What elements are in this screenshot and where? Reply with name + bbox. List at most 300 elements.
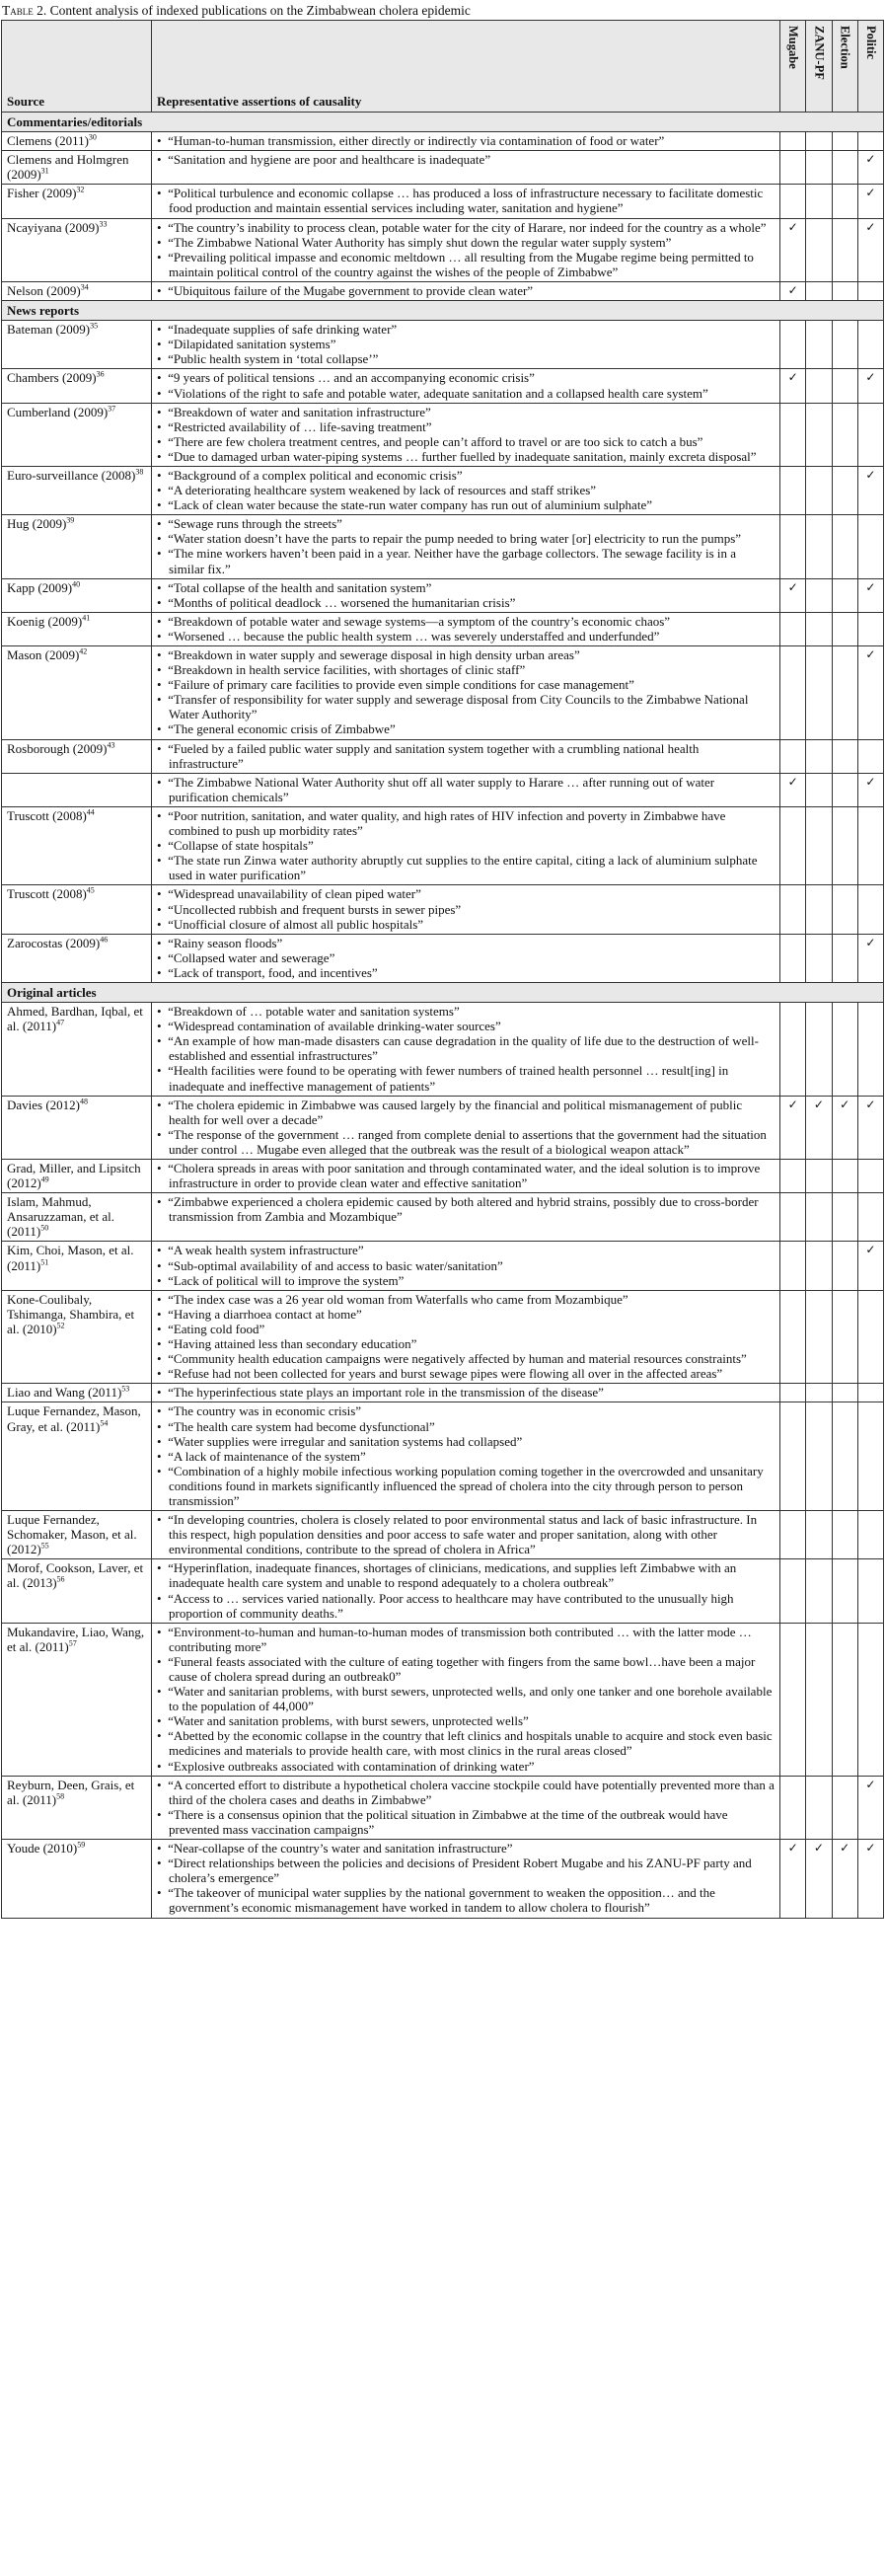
check-cell-mugabe	[780, 885, 806, 934]
table-row	[2, 1096, 884, 1159]
assertion-quote: • “Breakdown of water and sanitation infrastructure”	[157, 405, 775, 419]
source-cell	[2, 1559, 152, 1623]
reference-number: 55	[40, 1541, 49, 1551]
assertion-quote: • “In developing countries, cholera is closely related to poor environmental status and lack of basic infrastructure. In this respect, high population densities and poor access to safe water and proper sanitation, along with other environmental conditions, contribute to the spread of cholera in Africa”	[157, 1512, 775, 1556]
assertion-quote: • “The Zimbabwe National Water Authority has simply shut down the regular water supply system”	[157, 235, 775, 250]
assertion-quote: • “The Zimbabwe National Water Authority shut off all water supply to Harare … after running out of water purification chemicals”	[157, 775, 775, 804]
table-row	[2, 1623, 884, 1776]
assertion-quote: • “The mine workers haven’t been paid in a year. Neither have the garbage collectors. The sewage facility is in a similar fix.”	[157, 546, 775, 575]
assertions-cell	[152, 1840, 780, 1918]
check-cell-mugabe	[780, 806, 806, 884]
source-cell	[2, 1242, 152, 1290]
check-cell-election	[832, 321, 857, 369]
source-name: Nelson (2009)	[7, 282, 81, 298]
assertion-quote: • “Combination of a highly mobile infectious working population coming together in the overcrowded and unsanitary conditions found in markets significantly influenced the spread of cholera into the city through person to person transmission”	[157, 1464, 775, 1508]
assertion-quote: • “Breakdown of … potable water and sanitation systems”	[157, 1004, 775, 1019]
source-cell	[2, 612, 152, 645]
assertions-cell	[152, 403, 780, 466]
assertions-cell	[152, 151, 780, 185]
check-cell-mugabe	[780, 612, 806, 645]
assertion-quote: • “Water station doesn’t have the parts to repair the pump needed to bring water [or] electricity to run the pumps”	[157, 531, 775, 546]
check-cell-mugabe	[780, 934, 806, 982]
reference-number: 54	[100, 1418, 109, 1428]
caption-label: Table 2.	[2, 3, 47, 18]
source-name: Cumberland (2009)	[7, 404, 109, 419]
assertions-cell	[152, 132, 780, 151]
table-row	[2, 218, 884, 281]
table-row	[2, 515, 884, 578]
check-cell-zanu-pf	[806, 1559, 832, 1623]
assertion-quote: • “Widespread unavailability of clean piped water”	[157, 886, 775, 901]
check-cell-zanu-pf	[806, 646, 832, 740]
check-cell-zanu-pf	[806, 934, 832, 982]
check-cell-election	[832, 1160, 857, 1193]
check-cell-zanu-pf	[806, 218, 832, 281]
assertion-quote: • “Total collapse of the health and sanitation system”	[157, 580, 775, 595]
check-cell-mugabe	[780, 1623, 806, 1776]
check-cell-politic	[857, 1160, 883, 1193]
assertion-quote: • “Inadequate supplies of safe drinking water”	[157, 322, 775, 337]
assertion-quote: • “Breakdown of potable water and sewage systems—a symptom of the country’s economic chaos”	[157, 614, 775, 629]
assertion-quote: • “Environment-to-human and human-to-human modes of transmission both contributed … with the latter mode … contributing more”	[157, 1625, 775, 1654]
table-row	[2, 1402, 884, 1511]
checkmark-icon: ✓	[840, 1841, 850, 1856]
check-cell-mugabe	[780, 403, 806, 466]
check-cell-zanu-pf	[806, 369, 832, 403]
header-zanu-pf-label: ZANU-PF	[812, 26, 827, 80]
check-cell-zanu-pf	[806, 1840, 832, 1918]
source-cell	[2, 1511, 152, 1559]
source-name: Truscott (2008)	[7, 807, 87, 823]
table-row	[2, 466, 884, 514]
source-cell	[2, 885, 152, 934]
check-cell-politic	[857, 1096, 883, 1159]
check-cell-mugabe	[780, 515, 806, 578]
checkmark-icon: ✓	[787, 219, 798, 234]
assertion-quote: • “Sub-optimal availability of and access to basic water/sanitation”	[157, 1258, 775, 1273]
check-cell-mugabe	[780, 1003, 806, 1097]
header-row	[2, 21, 884, 113]
assertion-quote: • “Near-collapse of the country’s water and sanitation infrastructure”	[157, 1841, 775, 1856]
checkmark-icon: ✓	[787, 1097, 798, 1111]
reference-number: 51	[40, 1257, 49, 1267]
source-name: Mukandavire, Liao, Wang, et al. (2011)	[7, 1624, 145, 1654]
section-title: Commentaries/editorials	[2, 113, 884, 132]
assertions-cell	[152, 612, 780, 645]
check-cell-zanu-pf	[806, 1384, 832, 1402]
table-row	[2, 403, 884, 466]
assertion-quote: • “Eating cold food”	[157, 1322, 775, 1336]
assertion-quote: • “Explosive outbreaks associated with contamination of drinking water”	[157, 1759, 775, 1774]
reference-number: 48	[80, 1097, 89, 1106]
check-cell-mugabe	[780, 1193, 806, 1242]
checkmark-icon: ✓	[865, 774, 876, 789]
header-mugabe	[780, 21, 806, 113]
assertion-quote: • “The response of the government … ranged from complete denial to assertions that the government had the situation under control … Mugabe even alleged that the outbreak was the result of a biological weapon attack”	[157, 1127, 775, 1157]
check-cell-election	[832, 1402, 857, 1511]
check-cell-politic	[857, 1402, 883, 1511]
reference-number: 31	[40, 166, 49, 176]
source-name: Reyburn, Deen, Grais, et al. (2011)	[7, 1777, 135, 1807]
assertion-quote: • “Restricted availability of … life-saving treatment”	[157, 419, 775, 434]
assertion-quote: • “9 years of political tensions … and an accompanying economic crisis”	[157, 370, 775, 385]
reference-number: 53	[121, 1384, 130, 1394]
check-cell-politic	[857, 1290, 883, 1384]
table-row	[2, 1242, 884, 1290]
reference-number: 45	[86, 886, 95, 896]
check-cell-zanu-pf	[806, 1511, 832, 1559]
check-cell-election	[832, 151, 857, 185]
check-cell-politic	[857, 1511, 883, 1559]
source-cell	[2, 321, 152, 369]
assertion-quote: • “Failure of primary care facilities to provide even simple conditions for case management”	[157, 677, 775, 692]
check-cell-politic	[857, 934, 883, 982]
checkmark-icon: ✓	[865, 1097, 876, 1111]
source-cell	[2, 1402, 152, 1511]
check-cell-zanu-pf	[806, 185, 832, 218]
table-row	[2, 1511, 884, 1559]
check-cell-politic	[857, 612, 883, 645]
assertions-cell	[152, 1160, 780, 1193]
reference-number: 34	[80, 282, 89, 292]
checkmark-icon: ✓	[865, 467, 876, 482]
source-name: Kone-Coulibaly, Tshimanga, Shambira, et al. (2010)	[7, 1291, 135, 1336]
assertions-cell	[152, 885, 780, 934]
assertion-quote: • “Collapse of state hospitals”	[157, 838, 775, 853]
assertion-quote: • “Having a diarrhoea contact at home”	[157, 1307, 775, 1322]
check-cell-zanu-pf	[806, 515, 832, 578]
table-row	[2, 151, 884, 185]
assertion-quote: • “Water and sanitarian problems, with burst sewers, unprotected wells, and only one tanker and one borehole available to the population of 44,000”	[157, 1684, 775, 1713]
section-header-row	[2, 301, 884, 321]
source-name: Kim, Choi, Mason, et al. (2011)	[7, 1243, 134, 1273]
assertion-quote: • “Abetted by the economic collapse in the country that left clinics and hospitals unable to acquire and stock even basic medicines and materials to provide health care, with most clinics in the rural areas closed”	[157, 1728, 775, 1758]
assertion-quote: • “Uncollected rubbish and frequent bursts in sewer pipes”	[157, 902, 775, 917]
checkmark-icon: ✓	[865, 370, 876, 385]
source-cell	[2, 515, 152, 578]
assertion-quote: • “An example of how man-made disasters can cause degradation in the quality of life due to the destruction of well-established and essential infrastructures”	[157, 1033, 775, 1063]
reference-number: 49	[40, 1174, 49, 1184]
assertion-quote: • “Poor nutrition, sanitation, and water quality, and high rates of HIV infection and poverty in Zimbabwe have combined to push up morbidity rates”	[157, 808, 775, 838]
source-name: Ncayiyana (2009)	[7, 219, 100, 235]
check-cell-politic	[857, 1003, 883, 1097]
assertion-quote: • “The general economic crisis of Zimbabwe”	[157, 721, 775, 736]
assertions-cell	[152, 218, 780, 281]
checkmark-icon: ✓	[787, 774, 798, 789]
assertions-cell	[152, 281, 780, 300]
table-row	[2, 321, 884, 369]
checkmark-icon: ✓	[813, 1097, 824, 1111]
table-caption	[0, 0, 886, 20]
check-cell-election	[832, 885, 857, 934]
check-cell-mugabe	[780, 1242, 806, 1290]
checkmark-icon: ✓	[865, 935, 876, 949]
checkmark-icon: ✓	[865, 1243, 876, 1257]
source-name: Kapp (2009)	[7, 579, 73, 595]
reference-number: 32	[76, 186, 85, 195]
check-cell-election	[832, 1290, 857, 1384]
assertions-cell	[152, 578, 780, 612]
check-cell-zanu-pf	[806, 773, 832, 806]
assertion-quote: • “The index case was a 26 year old woman from Waterfalls who came from Mozambique”	[157, 1292, 775, 1307]
assertion-quote: • “Refuse had not been collected for years and burst sewage pipes were flowing all over in the affected areas”	[157, 1366, 775, 1381]
source-cell	[2, 281, 152, 300]
header-politic	[857, 21, 883, 113]
assertion-quote: • “Rainy season floods”	[157, 936, 775, 950]
source-name: Rosborough (2009)	[7, 740, 108, 756]
check-cell-election	[832, 1384, 857, 1402]
reference-number: 47	[56, 1018, 65, 1027]
assertion-quote: • “Political turbulence and economic collapse … has produced a loss of infrastructure necessary to facilitate domestic food production and maintain essential services including water, sanitation and hygiene”	[157, 186, 775, 215]
assertions-cell	[152, 1193, 780, 1242]
assertions-cell	[152, 934, 780, 982]
source-name: Islam, Mahmud, Ansaruzzaman, et al. (2011)	[7, 1194, 115, 1240]
check-cell-election	[832, 281, 857, 300]
header-election-label: Election	[838, 26, 852, 69]
assertion-quote: • “Cholera spreads in areas with poor sanitation and through contaminated water, and the ideal solution is to improve infrastructure in order to provide clean water and effective sanitation”	[157, 1161, 775, 1190]
assertion-quote: • “The country’s inability to process clean, potable water for the city of Harare, nor indeed for the country as a whole”	[157, 220, 775, 235]
check-cell-politic	[857, 403, 883, 466]
checkmark-icon: ✓	[865, 1777, 876, 1791]
check-cell-zanu-pf	[806, 1003, 832, 1097]
check-cell-politic	[857, 1840, 883, 1918]
check-cell-election	[832, 612, 857, 645]
table-row	[2, 739, 884, 773]
reference-number: 52	[56, 1321, 65, 1330]
check-cell-mugabe	[780, 1160, 806, 1193]
assertions-cell	[152, 773, 780, 806]
check-cell-politic	[857, 739, 883, 773]
check-cell-election	[832, 1511, 857, 1559]
assertion-quote: • “Fueled by a failed public water supply and sanitation system together with a crumbling national health infrastructure”	[157, 741, 775, 771]
checkmark-icon: ✓	[840, 1097, 850, 1111]
checkmark-icon: ✓	[865, 579, 876, 594]
checkmark-icon: ✓	[865, 647, 876, 661]
check-cell-zanu-pf	[806, 1193, 832, 1242]
assertion-quote: • “Having attained less than secondary education”	[157, 1336, 775, 1351]
check-cell-election	[832, 466, 857, 514]
assertion-quote: • “Ubiquitous failure of the Mugabe government to provide clean water”	[157, 283, 775, 298]
check-cell-mugabe	[780, 578, 806, 612]
source-name: Bateman (2009)	[7, 322, 91, 338]
source-cell	[2, 369, 152, 403]
assertions-cell	[152, 646, 780, 740]
table-row	[2, 934, 884, 982]
assertion-quote: • “A deteriorating healthcare system weakened by lack of resources and staff strikes”	[157, 483, 775, 497]
assertion-quote: • “Water supplies were irregular and sanitation systems had collapsed”	[157, 1434, 775, 1449]
table-row	[2, 281, 884, 300]
assertion-quote: • “Due to damaged urban water-piping systems … further fuelled by inadequate sanitation, mainly excreta disposal”	[157, 449, 775, 464]
check-cell-zanu-pf	[806, 1776, 832, 1839]
reference-number: 44	[86, 807, 95, 817]
assertions-cell	[152, 1384, 780, 1402]
check-cell-mugabe	[780, 1096, 806, 1159]
checkmark-icon: ✓	[865, 219, 876, 234]
source-cell	[2, 806, 152, 884]
assertions-cell	[152, 1776, 780, 1839]
check-cell-mugabe	[780, 185, 806, 218]
table-row	[2, 1160, 884, 1193]
section-title: News reports	[2, 301, 884, 321]
check-cell-election	[832, 218, 857, 281]
assertion-quote: • “Public health system in ‘total collapse’”	[157, 351, 775, 366]
assertions-cell	[152, 1402, 780, 1511]
assertion-quote: • “Breakdown in health service facilities, with shortages of clinic staff”	[157, 662, 775, 677]
reference-number: 35	[90, 321, 99, 331]
check-cell-mugabe	[780, 1402, 806, 1511]
assertion-quote: • “Unofficial closure of almost all public hospitals”	[157, 917, 775, 932]
source-cell	[2, 218, 152, 281]
assertion-quote: • “Direct relationships between the policies and decisions of President Robert Mugabe and his ZANU-PF party and cholera’s emergence”	[157, 1856, 775, 1885]
check-cell-mugabe	[780, 773, 806, 806]
assertions-cell	[152, 369, 780, 403]
check-cell-mugabe	[780, 1776, 806, 1839]
section-title: Original articles	[2, 982, 884, 1002]
check-cell-mugabe	[780, 1559, 806, 1623]
source-cell	[2, 934, 152, 982]
reference-number: 40	[72, 579, 81, 589]
check-cell-zanu-pf	[806, 612, 832, 645]
assertion-quote: • “Funeral feasts associated with the culture of eating together with fingers from the same bowl…have been a major cause of cholera spread during an outbreak0”	[157, 1654, 775, 1684]
check-cell-politic	[857, 185, 883, 218]
check-cell-election	[832, 646, 857, 740]
table-row	[2, 612, 884, 645]
check-cell-zanu-pf	[806, 466, 832, 514]
assertions-cell	[152, 1242, 780, 1290]
assertions-cell	[152, 806, 780, 884]
source-name: Koenig (2009)	[7, 613, 83, 629]
check-cell-zanu-pf	[806, 1623, 832, 1776]
check-cell-mugabe	[780, 281, 806, 300]
assertion-quote: • “The hyperinfectious state plays an important role in the transmission of the disease”	[157, 1385, 775, 1400]
assertions-cell	[152, 321, 780, 369]
check-cell-zanu-pf	[806, 1242, 832, 1290]
reference-number: 36	[96, 370, 105, 380]
check-cell-zanu-pf	[806, 1402, 832, 1511]
check-cell-election	[832, 1193, 857, 1242]
table-body	[2, 113, 884, 1919]
assertions-cell	[152, 1623, 780, 1776]
source-cell	[2, 1623, 152, 1776]
header-assertions: Representative assertions of causality	[152, 21, 780, 113]
check-cell-zanu-pf	[806, 281, 832, 300]
check-cell-mugabe	[780, 1290, 806, 1384]
source-name: Clemens (2011)	[7, 133, 89, 149]
assertion-quote: • “Background of a complex political and economic crisis”	[157, 468, 775, 483]
check-cell-politic	[857, 646, 883, 740]
assertions-cell	[152, 185, 780, 218]
reference-number: 59	[77, 1840, 86, 1850]
reference-number: 39	[66, 515, 75, 525]
assertion-quote: • “Dilapidated sanitation systems”	[157, 337, 775, 351]
assertion-quote: • “There is a consensus opinion that the political situation in Zimbabwe at the time of the outbreak would have prevented mass vaccination campaigns”	[157, 1807, 775, 1837]
assertions-cell	[152, 1511, 780, 1559]
assertion-quote: • “Widespread contamination of available drinking-water sources”	[157, 1019, 775, 1033]
checkmark-icon: ✓	[813, 1841, 824, 1856]
assertion-quote: • “Human-to-human transmission, either directly or indirectly via contamination of food or water”	[157, 133, 775, 148]
check-cell-election	[832, 1559, 857, 1623]
assertion-quote: • “Health facilities were found to be operating with fewer numbers of trained health personnel … result[ing] in inadequate and ineffective management of patients”	[157, 1063, 775, 1093]
assertion-quote: • “Sanitation and hygiene are poor and healthcare is inadequate”	[157, 152, 775, 167]
assertion-quote: • “The state run Zinwa water authority abruptly cut supplies to the entire capital, citing a lack of aluminium sulphate used in water purification”	[157, 853, 775, 882]
checkmark-icon: ✓	[865, 186, 876, 200]
check-cell-zanu-pf	[806, 1290, 832, 1384]
assertion-quote: • “Community health education campaigns were negatively affected by human and material resources constraints”	[157, 1351, 775, 1366]
check-cell-mugabe	[780, 1840, 806, 1918]
table-row	[2, 1776, 884, 1839]
table-row	[2, 806, 884, 884]
check-cell-mugabe	[780, 739, 806, 773]
check-cell-election	[832, 934, 857, 982]
check-cell-zanu-pf	[806, 1160, 832, 1193]
assertions-cell	[152, 1096, 780, 1159]
source-cell	[2, 185, 152, 218]
source-cell	[2, 1290, 152, 1384]
check-cell-politic	[857, 369, 883, 403]
table-row	[2, 646, 884, 740]
check-cell-politic	[857, 885, 883, 934]
source-cell	[2, 1193, 152, 1242]
check-cell-zanu-pf	[806, 806, 832, 884]
check-cell-mugabe	[780, 369, 806, 403]
check-cell-politic	[857, 281, 883, 300]
check-cell-zanu-pf	[806, 403, 832, 466]
reference-number: 37	[108, 404, 116, 414]
assertion-quote: • “The health care system had become dysfunctional”	[157, 1419, 775, 1434]
check-cell-mugabe	[780, 321, 806, 369]
source-name: Morof, Cookson, Laver, et al. (2013)	[7, 1560, 144, 1591]
check-cell-election	[832, 403, 857, 466]
header-election	[832, 21, 857, 113]
check-cell-mugabe	[780, 218, 806, 281]
check-cell-zanu-pf	[806, 132, 832, 151]
check-cell-zanu-pf	[806, 1096, 832, 1159]
check-cell-politic	[857, 773, 883, 806]
check-cell-election	[832, 369, 857, 403]
assertion-quote: • “Transfer of responsibility for water supply and sewerage disposal from City Councils to the Zimbabwe National Water Authority”	[157, 692, 775, 721]
assertion-quote: • “There are few cholera treatment centres, and people can’t afford to travel or are too sick to catch a bus”	[157, 434, 775, 449]
assertion-quote: • “The takeover of municipal water supplies by the national government to weaken the opposition… and the government’s economic mismanagement have worked in tandem to allow cholera to flourish”	[157, 1885, 775, 1915]
check-cell-mugabe	[780, 1384, 806, 1402]
assertion-quote: • “The country was in economic crisis”	[157, 1403, 775, 1418]
check-cell-zanu-pf	[806, 578, 832, 612]
source-cell	[2, 739, 152, 773]
header-source: Source	[2, 21, 152, 113]
reference-number: 38	[135, 467, 144, 477]
check-cell-mugabe	[780, 466, 806, 514]
check-cell-politic	[857, 1384, 883, 1402]
assertion-quote: • “Worsened … because the public health system … was severely understaffed and underfunded”	[157, 629, 775, 644]
assertion-quote: • “Lack of political will to improve the system”	[157, 1273, 775, 1288]
reference-number: 46	[100, 935, 109, 945]
assertion-quote: • “Violations of the right to safe and potable water, adequate sanitation and a collapsed health care system”	[157, 386, 775, 401]
check-cell-politic	[857, 1776, 883, 1839]
source-cell	[2, 1096, 152, 1159]
check-cell-election	[832, 739, 857, 773]
check-cell-election	[832, 806, 857, 884]
assertions-cell	[152, 1290, 780, 1384]
reference-number: 50	[40, 1224, 49, 1234]
source-name: Truscott (2008)	[7, 886, 87, 902]
source-name: Euro-surveillance (2008)	[7, 467, 136, 483]
assertion-quote: • “Breakdown in water supply and sewerage disposal in high density urban areas”	[157, 647, 775, 662]
table-row	[2, 1003, 884, 1097]
check-cell-zanu-pf	[806, 151, 832, 185]
assertion-quote: • “The cholera epidemic in Zimbabwe was caused largely by the financial and political mismanagement of public health for well over a decade”	[157, 1098, 775, 1127]
table-row	[2, 773, 884, 806]
reference-number: 57	[68, 1638, 77, 1648]
reference-number: 58	[56, 1791, 65, 1801]
